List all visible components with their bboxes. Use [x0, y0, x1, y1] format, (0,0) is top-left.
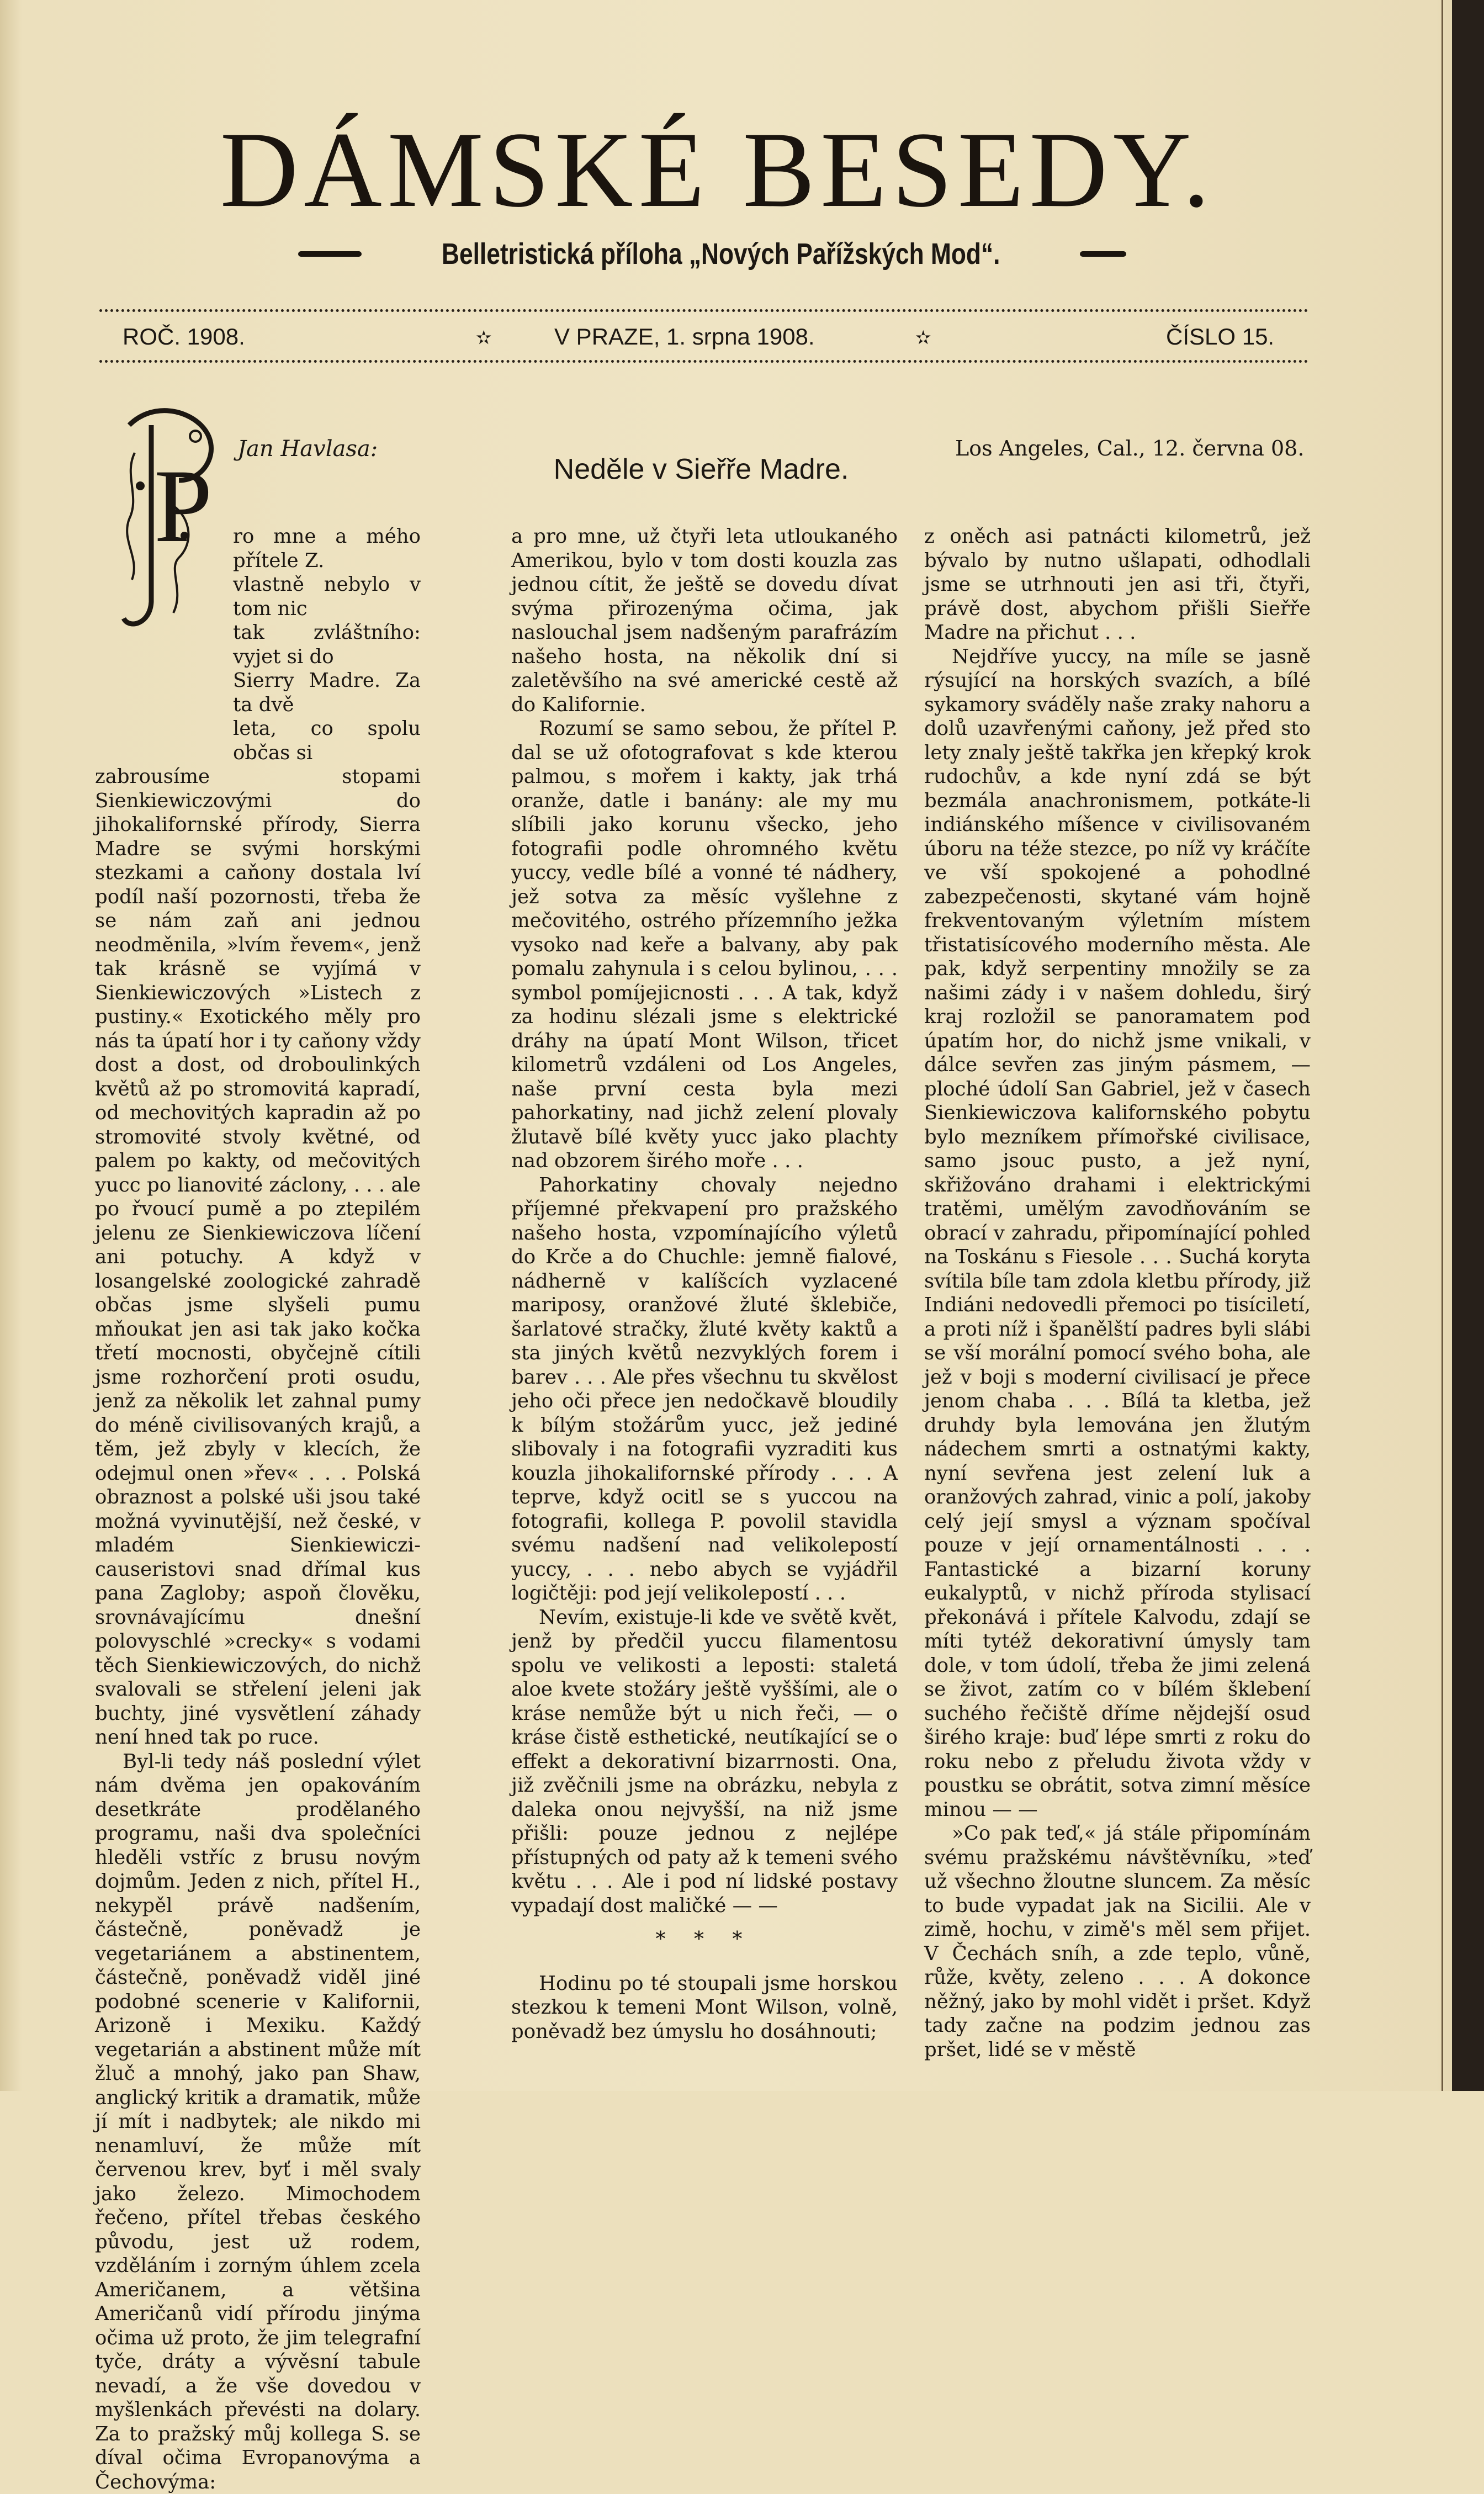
issue-info-row	[123, 324, 1287, 354]
text-line: ro mne a mého přítele Z.	[233, 525, 421, 573]
text-line: vlastně nebylo v tom nic	[233, 573, 421, 621]
issue-number: ČÍSLO 15.	[1166, 324, 1274, 350]
binding-edge	[1452, 0, 1484, 2091]
column-3	[924, 525, 1311, 2062]
article-dateline: Los Angeles, Cal., 12. června 08.	[955, 436, 1304, 460]
binding-line	[1441, 0, 1443, 2091]
text-line: Sierry Madre. Za ta dvě	[233, 669, 421, 717]
masthead-subtitle: Belletristická příloha „Nových Pařížských Mod“.	[442, 237, 1000, 271]
subtitle-left-ornament	[298, 251, 362, 257]
text-line: leta, co spolu občas si	[233, 717, 421, 765]
top-rule	[99, 309, 1308, 312]
paragraph: Nejdříve yuccy, na míle se jasně rýsující na horských svazích, a bílé sykamory sváděly naše zraky nahoru a dolů uzavřenými caňony, jež před sto lety znaly ještě takřka jen křepký krok rudochův, a kde nyní zdá se být bezmála anachronismem, potkáte-li indiánského míšence v civilisovaném úboru na téže stezce, po níž vy kráčíte ve vší spokojené a pohodlné zabezpečenosti, skytané vám hojně frekventovaným výletním místem třistatisícového moderního města. Ale pak, když serpentiny množily se za našimi zády i v našem dohledu, širý kraj rozložil se panoramatem pod úpatím hor, do nichž jsme vnikali, v dálce sevřen zas jiným pásmem, — ploché údolí San Gabriel, jež v časech Sienkiewiczova kalifornského pobytu bylo mezníkem přímořské civilisace, samo jsouc pusto, a jež nyní, skřižováno drahami i elektrickými tratěmi, umělým zavodňováním se obrací v zahradu, připomínající pohled na Toskánu s Fiesole . . . Suchá koryta svítila bíle tam zdola kletbu přírody, již Indiáni nedovedli přemoci po tisíciletí, a proti níž i španělští padres byli slábi se vší morální pomocí svého boha, ale jež v boji s moderní civilisací je přece jenom chaba . . . Bílá ta kletba, jež druhdy byla lemována jen žlutým nádechem smrti a ostnatými kakty, nyní sevřena jest zelení luk a oranžových zahrad, vinic a polí, jakoby celý její smysl a význam spočíval pouze v její ornamentálnosti . . . Fantastické a bizarní koruny eukalyptů, v nichž příroda stylisací překonává i přítele Kalvodu, zdají se míti tytéž dekorativní úmysly tam dole, v tom údolí, třeba že jimi zelená se život, zatím co v bílém šklebení suchého řečiště dříme nějdejší osud širého kraje: buď lépe smrti z roku do roku nebo z přeludu života vždy v poustku se obrátit, sotva zimní měsíce minou — —	[924, 645, 1311, 1822]
place-date: V PRAZE, 1. srpna 1908.	[554, 324, 815, 350]
paragraph: Rozumí se samo sebou, že přítel P. dal se už ofotografovat s kde kterou palmou, s mořem i kakty, jak trhá oranže, datle i banány: ale my mu slíbili jako korunu všecko, jeho fotografii podle ohromného květu yuccy, vedle bílé a vonné té nádhery, jež sotva za měsíc vyšlehne z mečovitého, ostrého přízemního ježka vysoko nad keře a balvany, aby pak pomalu zahynula i s celou bylinou, . . . symbol pomíjejicnosti . . . A tak, když za hodinu slézali jsme s elektrické dráhy na úpatí Mont Wilson, třicet kilometrů vzdáleni od Los Angeles, naše první cesta byla mezi pahorkatiny, nad jichž zelení plovaly žlutavě bílé květy yucc jako plachty nad obzorem širého moře . . .	[511, 717, 898, 1173]
star-ornament-1: ✫	[476, 327, 492, 349]
paragraph: Hodinu po té stoupali jsme horskou stezkou k temeni Mont Wilson, volně, poněvadž bez úmyslu ho dosáhnouti;	[511, 1972, 898, 2044]
column-1	[95, 525, 421, 2494]
paragraph: zabrousíme stopami Sienkiewiczovými do jihokalifornské přírody, Sierra Madre se svými horskými stezkami a caňony dostala lví podíl naší pozornosti, třeba že se nám zaň ani jednou neodměnila, »lvím řevem«, jenž tak krásně se vyjímá v Sienkiewiczových »Listech z pustiny.« Exotického měly pro nás ta úpatí hor i ty caňony vždy dost a dost, od droboulinkých květů až po stromovitá kapradí, od mechovitých kapradin až po stromovité stvoly květné, od palem po kakty, od mečovitých yucc po lianovité záclony, . . . ale po řvoucí pumě a po ztepilém jelenu ze Sienkiewiczova líčení ani potuchy. A když v losangelské zoologické zahradě občas jsme slyšeli pumu mňoukat jen asi tak jako kočka třetí mocnosti, obyčejně cítili jsme rozhorčení proti osudu, jenž za několik let zahnal pumy do méně civilisovaných krajů, a těm, jež zbyly v klecích, že odejmul onen »řev« . . . Polská obraznost a polské uši jsou také možná vyvinutější, než české, v mladém Sienkiewiczi-causeristovi snad dřímal kus pana Zagloby; aspoň člověku, srovnávajícímu dnešní polovyschlé »crecky« s vodami těch Sienkiewiczových, do nichž svalovali se střelení jeleni jak buchty, jiné vysvětlení záhady není hned tak po ruce.	[95, 765, 421, 1750]
dropcap-letter: P	[154, 448, 213, 564]
section-break: * * *	[511, 1928, 898, 1952]
paragraph: »Co pak teď,« já stále připomínám svému pražskému návštěvníku, »teď už všechno žloutne sluncem. Za měsíc to bude vypadat jak na Sicilii. Ale v zimě, hochu, v zimě's měl sem přijet. V Čechách sníh, a zde teplo, vůně, růže, květy, zeleno . . . A dokonce něžný, jako by mohl vidět i pršet. Když tady začne na podzim jednou zas pršet, lidé se v městě	[924, 1821, 1311, 2062]
masthead-subtitle-row	[298, 237, 1126, 271]
masthead	[110, 116, 1325, 224]
column-2	[511, 525, 898, 2043]
article-title: Neděle v Sieřře Madre.	[497, 453, 905, 486]
paragraph: Pahorkatiny chovaly nejedno příjemné překvapení pro pražského našeho hosta, vzpomínajícího výletů do Krče a do Chuchle: jemně fialové, nádherně v kalíšcích vyzlacené mariposy, oranžové žluté šklebiče, šarlatové stračky, žluté květy kaktů a sta jiných květů nezvyklých forem i barev . . . Ale přes všechnu tu skvělost jeho oči přece jen nedočkavě bloudily k bílým stožárům yucc, jež jediné slibovaly i na fotografii vyzraditi kus kouzla jihokalifornské přírody . . . A teprve, když ocitl se s yuccou na fotografii, kollega P. povolil stavidla svému nadšení nad velikolepostí yuccy, . . . nebo abych se vyjádřil logičtěji: pod její velikolepostí . . .	[511, 1173, 898, 1606]
article-author: Jan Havlasa:	[237, 436, 378, 462]
dropcap-indented-lines	[233, 525, 421, 765]
bottom-rule	[99, 360, 1308, 363]
masthead-title: DÁMSKÉ BESEDY.	[110, 116, 1325, 224]
paragraph: Byl-li tedy náš poslední výlet nám dvěma jen opakováním desetkráte prodělaného programu, naši dva společníci hleděli vstříc z brusu novým dojmům. Jeden z nich, přítel H., nekypěl právě nadšením, částečně, poněvadž je vegetariánem a abstinentem, částečně, poněvadž viděl jiné podobné scenerie v Kalifornii, Arizoně i Mexiku. Každý vegetarián a abstinent může mít žluč a mnohý, jako pan Shaw, anglický kritik a dramatik, může jí mít i nadbytek; ale nikdo mi nenamluví, že může mít červenou krev, byť i měl svaly jako železo. Mimochodem řečeno, přítel třebas českého původu, jest už rodem, vzděláním i zorným úhlem zcela Američanem, a většina Američanů vidí přírodu jinýma očima už proto, že jim telegrafní tyče, dráty a vývěsní tabule nevadí, a že vše dovedou v myšlenkách převésti na dolary. Za to pražský můj kollega S. se díval očima Evropanovýma a Čechovýma:	[95, 1750, 421, 2494]
star-ornament-2: ✫	[915, 327, 931, 349]
subtitle-right-ornament	[1080, 251, 1126, 257]
paragraph: z oněch asi patnácti kilometrů, jež bývalo by nutno ušlapati, odhodlali jsme se utrhnouti jen asi tři, čtyři, právě dost, abychom přišli Sieřře Madre na přichut . . .	[924, 525, 1311, 645]
paragraph: Nevím, existuje-li kde ve světě květ, jenž by předčil yuccu filamentosu spolu ve velikosti a leposti: staletá aloe kvete stožáry ještě vyššími, ale o kráse nemůže být u nich řeči, — o kráse čistě esthetické, neutíkající se o effekt a dekorativní bizarrnosti. Ona, již zvěčnili jsme na obrázku, nebyla z daleka onou nejvyšší, na niž jsme přišli: pouze jednou z nejlépe přístupných od paty až k temeni svého květu . . . Ale i pod ní lidské postavy vypadají dost maličké — —	[511, 1606, 898, 1918]
volume-label: ROČ. 1908.	[123, 324, 245, 350]
paragraph: a pro mne, už čtyři leta utloukaného Amerikou, bylo v tom dosti kouzla zas jednou cítit, že ještě se dovedu dívat svýma přirozenýma očima, jak naslouchal jsem nadšeným parafrázím našeho hosta, na několik dní si zaletěvšího na své americké cestě až do Kalifornie.	[511, 525, 898, 717]
text-line: tak zvláštního: vyjet si do	[233, 621, 421, 669]
